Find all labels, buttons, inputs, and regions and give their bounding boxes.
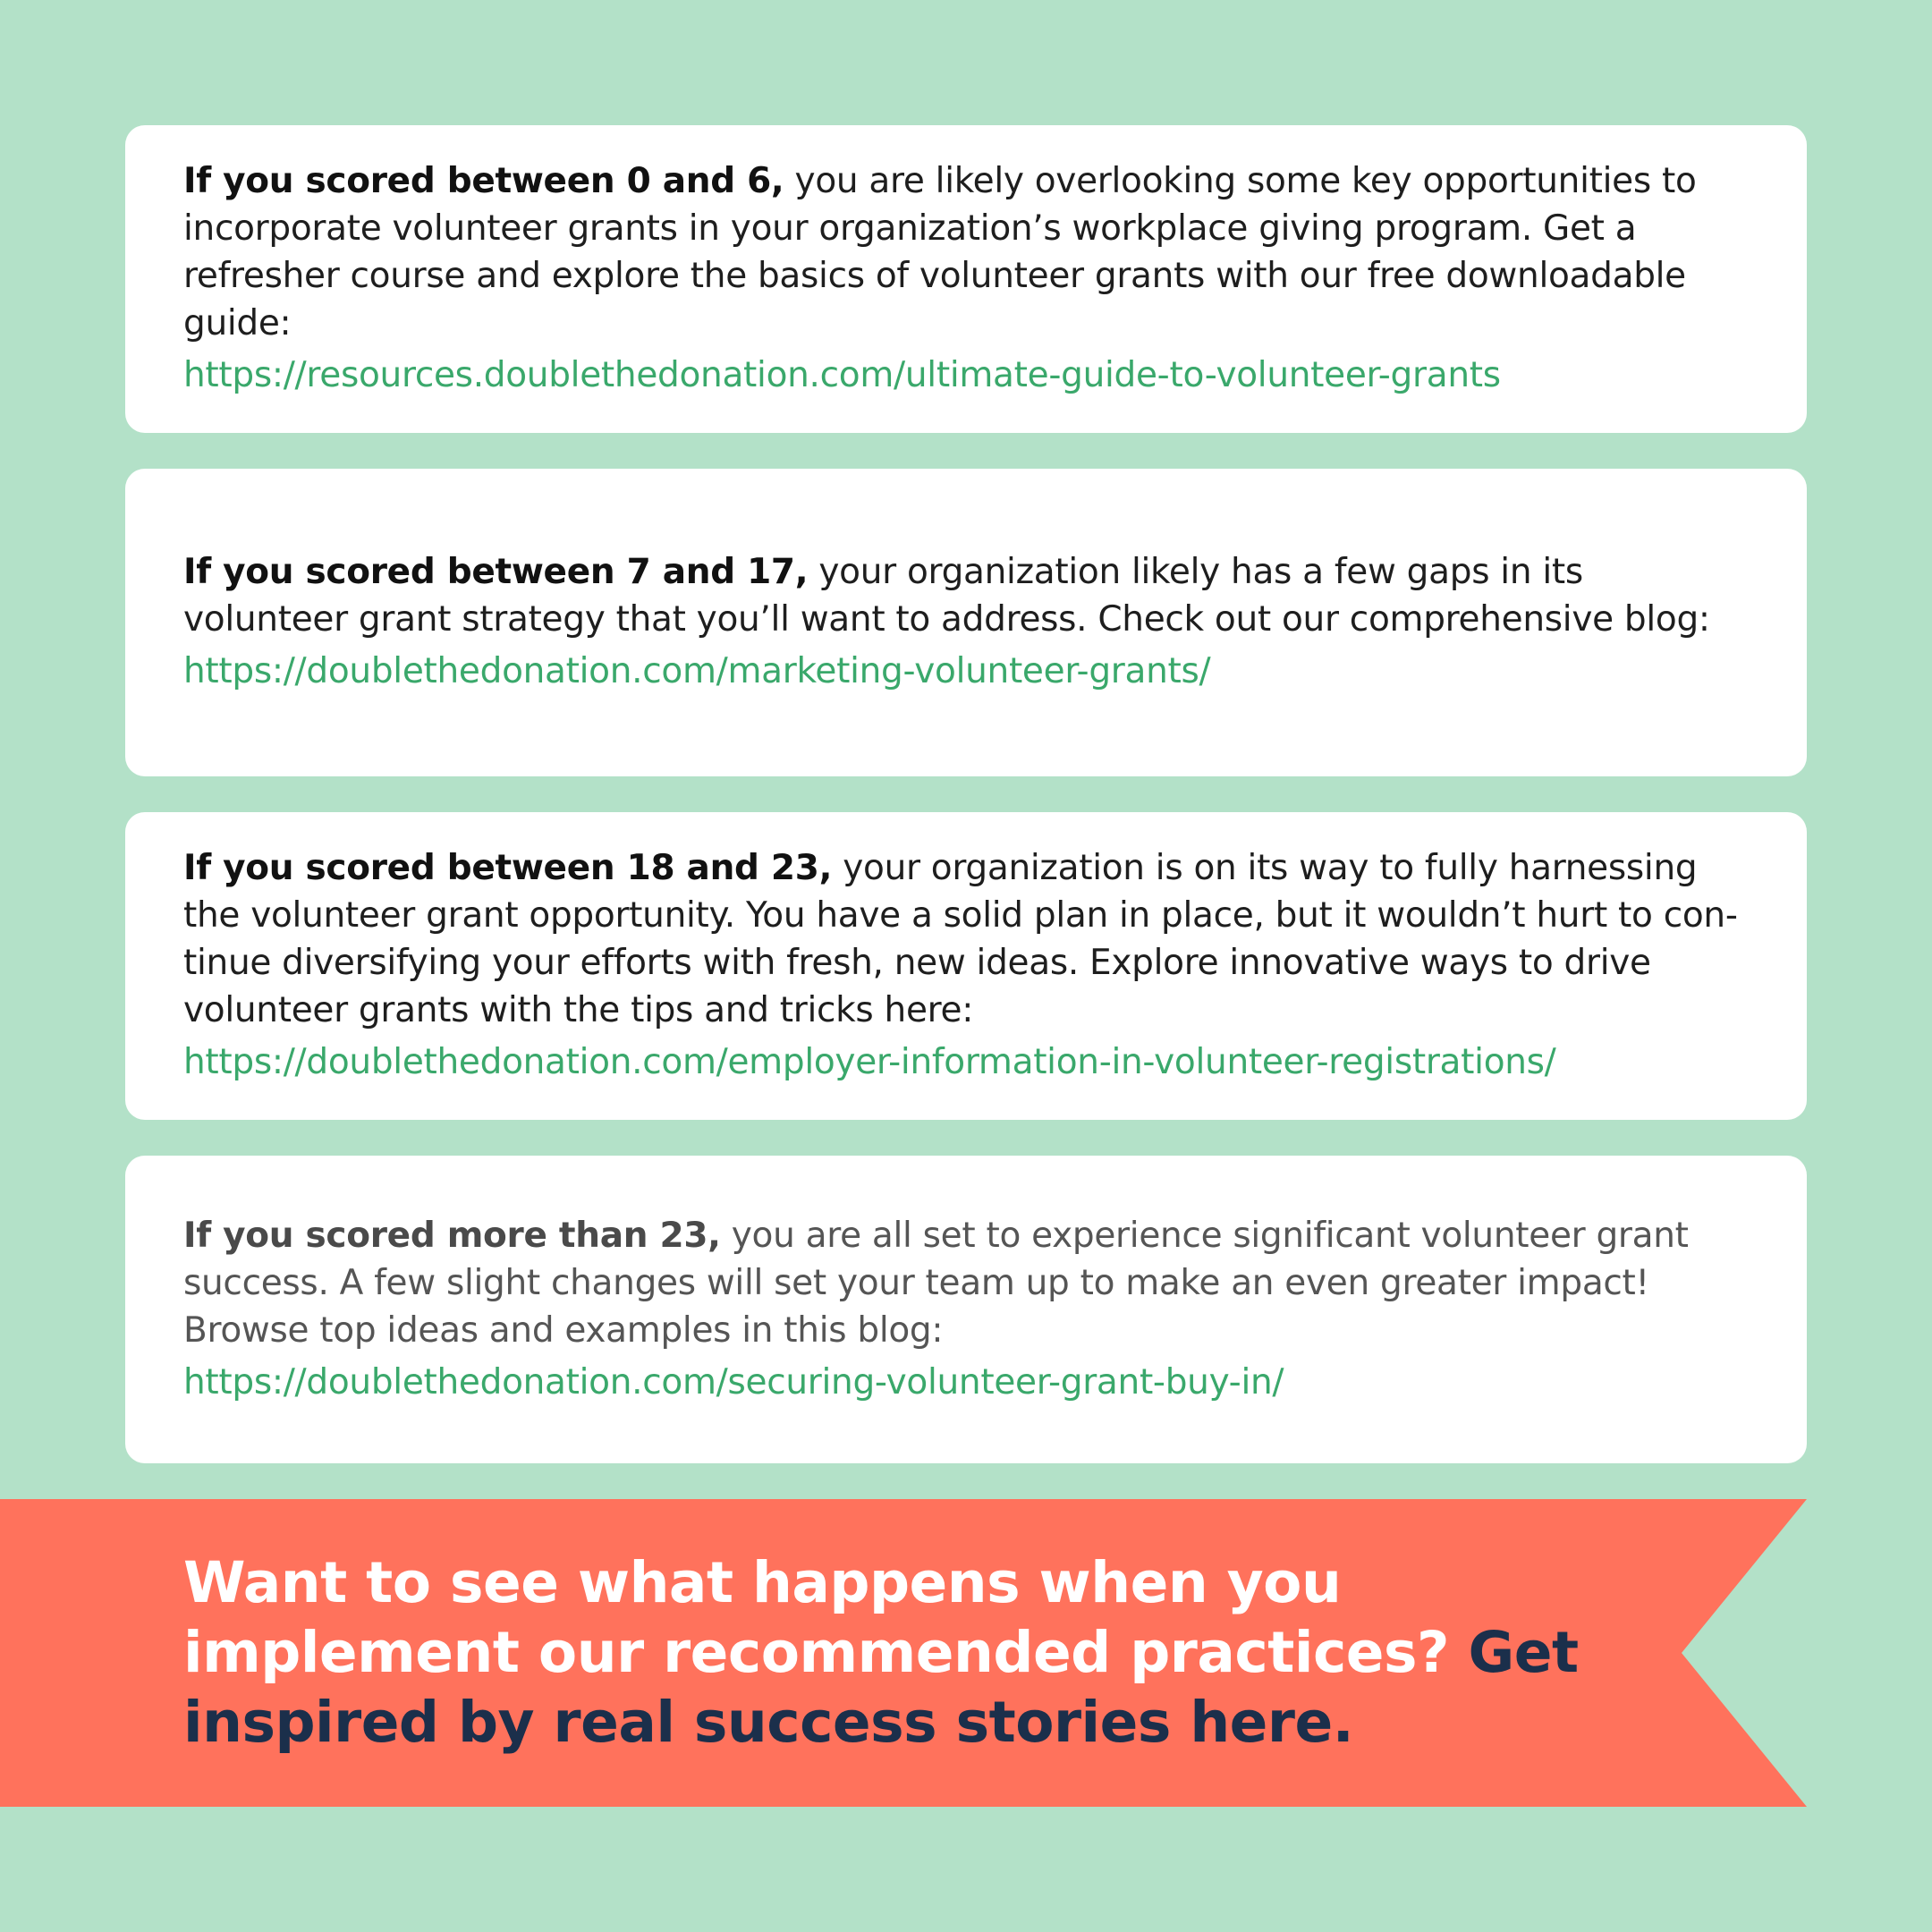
score-description: you are likely overlooking some key opportunities to incorporate volunteer grants in your organization’s workplace giving program. Get a refresher course and explore the basics of volunteer grants with our free downloadable guide: [183,161,1697,343]
tips-link[interactable]: https://doublethedonation.com/employer-information-in-volunteer-registrations/ [183,1042,1556,1082]
score-card-0-6 [125,125,1807,433]
score-card-text [183,548,1758,643]
blog-link[interactable]: https://doublethedonation.com/marketing-volunteer-grants/ [183,651,1211,691]
score-card-text [183,157,1758,347]
score-card-text [183,844,1758,1034]
score-description: you are all set to experience significant volunteer grant success. A few slight changes will set your team up to make an even greater impact! Browse top ideas and examples in this blog: [183,1215,1689,1351]
score-description: your organization is on its way to fully harnessing the volunteer grant opportunity. You have a solid plan in place, but it wouldn’t hurt to con-tinue diversifying your efforts with fresh, new ideas. Explore innovative ways to drive volunteer grants with the tips and tricks here: [183,848,1738,1030]
cta-ribbon-banner [0,1499,1807,1807]
banner-message [183,1499,1579,1807]
success-stories-link[interactable]: Get inspired by real success stories here. [183,1620,1579,1755]
banner-question: Want to see what happens when you implement our recommended practices? [183,1550,1469,1685]
score-range-heading: If you scored between 7 and 17, [183,552,809,592]
score-range-heading: If you scored between 0 and 6, [183,161,784,201]
score-range-heading: If you scored more than 23, [183,1215,721,1256]
ideas-blog-link[interactable]: https://doublethedonation.com/securing-volunteer-grant-buy-in/ [183,1361,1284,1402]
score-range-heading: If you scored between 18 and 23, [183,848,833,888]
guide-link[interactable]: https://resources.doublethedonation.com/ultimate-guide-to-volunteer-grants [183,355,1501,395]
score-description: your organization likely has a few gaps in its volunteer grant strategy that you’ll want to address. Check out our comprehensive blog: [183,552,1710,640]
score-card-7-17 [125,469,1807,776]
score-card-text [183,1212,1758,1354]
score-card-above-23 [125,1156,1807,1463]
score-card-18-23 [125,812,1807,1120]
